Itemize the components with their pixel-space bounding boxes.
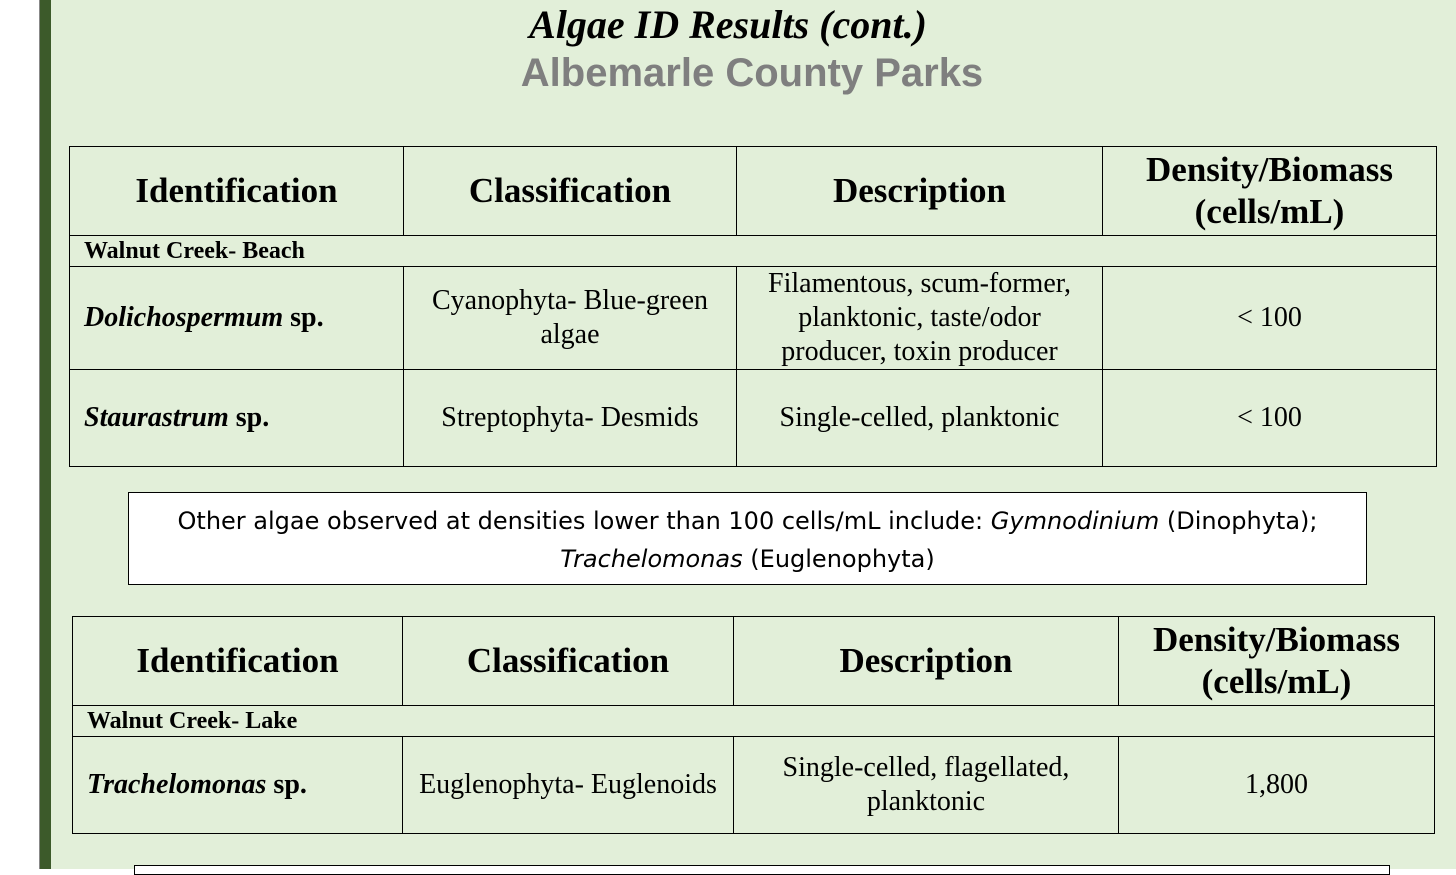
identification-cell: Trachelomonas sp. bbox=[73, 737, 403, 834]
identification-cell: Dolichospermum sp. bbox=[70, 267, 404, 370]
classification-cell: Euglenophyta- Euglenoids bbox=[403, 737, 734, 834]
description-cell: Single-celled, flagellated, planktonic bbox=[734, 737, 1119, 834]
header-identification: Identification bbox=[70, 147, 404, 236]
location-row bbox=[73, 706, 1435, 737]
classification-cell: Streptophyta- Desmids bbox=[404, 370, 737, 467]
slide-accent-bar bbox=[40, 0, 51, 869]
left-margin bbox=[0, 0, 40, 869]
location-row bbox=[70, 236, 1437, 267]
other-algae-note: Other algae observed at densities lower than 100 cells/mL include: Gymnodinium (Dinophyta); Trachelomonas (Euglenophyta) bbox=[128, 492, 1367, 585]
header-classification: Classification bbox=[403, 617, 734, 706]
description-cell: Filamentous, scum-former, planktonic, taste/odor producer, toxin producer bbox=[737, 267, 1103, 370]
algae-table-lake bbox=[72, 616, 1435, 834]
description-cell: Single-celled, planktonic bbox=[737, 370, 1103, 467]
next-note-box bbox=[134, 865, 1390, 875]
identification-cell: Staurastrum sp. bbox=[70, 370, 404, 467]
table-header-row bbox=[73, 617, 1435, 706]
table-row bbox=[73, 737, 1435, 834]
table-header-row bbox=[70, 147, 1437, 236]
location-label: Walnut Creek- Beach bbox=[70, 236, 1437, 267]
header-identification: Identification bbox=[73, 617, 403, 706]
header-description: Description bbox=[737, 147, 1103, 236]
page-subtitle: Albemarle County Parks bbox=[520, 51, 984, 95]
algae-table-beach bbox=[69, 146, 1437, 467]
density-cell: 1,800 bbox=[1119, 737, 1435, 834]
header-density: Density/Biomass (cells/mL) bbox=[1119, 617, 1435, 706]
page-title: Algae ID Results (cont.) bbox=[529, 2, 927, 47]
header-description: Description bbox=[734, 617, 1119, 706]
header-density: Density/Biomass (cells/mL) bbox=[1103, 147, 1437, 236]
density-cell: < 100 bbox=[1103, 267, 1437, 370]
table-row bbox=[70, 267, 1437, 370]
location-label: Walnut Creek- Lake bbox=[73, 706, 1435, 737]
density-cell: < 100 bbox=[1103, 370, 1437, 467]
header-classification: Classification bbox=[404, 147, 737, 236]
classification-cell: Cyanophyta- Blue-green algae bbox=[404, 267, 737, 370]
table-row bbox=[70, 370, 1437, 467]
